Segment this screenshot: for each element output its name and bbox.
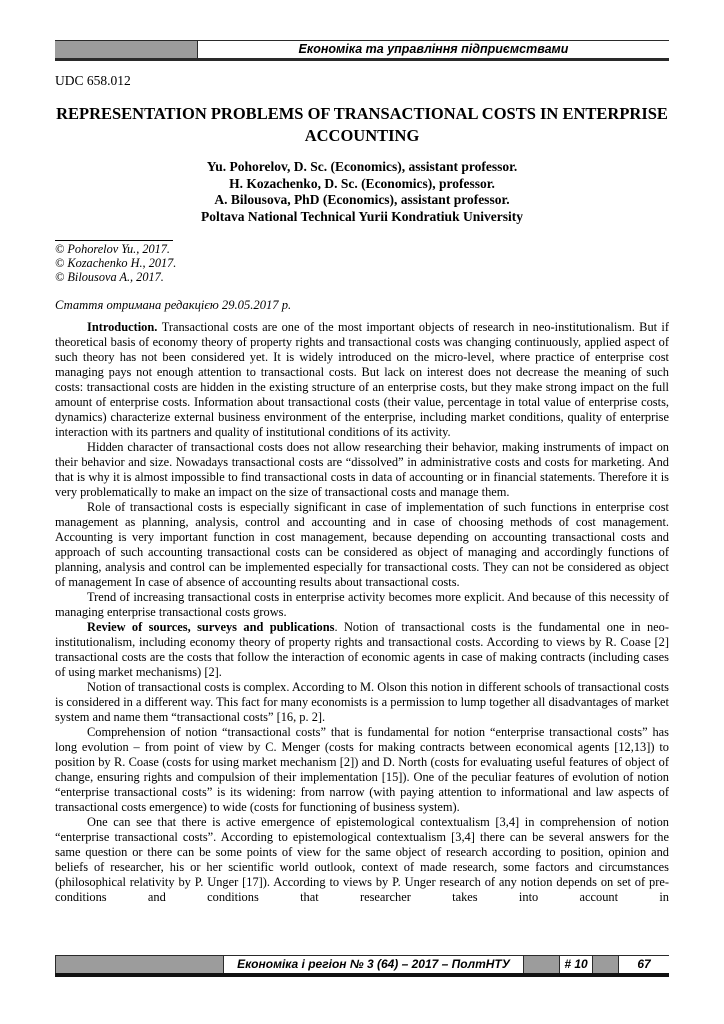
copyright-line: © Pohorelov Yu., 2017. [55, 242, 171, 256]
running-head [55, 40, 669, 61]
footer-gray-cell-left [55, 956, 224, 973]
footer-page-number: 67 [619, 956, 669, 973]
author-line: Yu. Pohorelov, D. Sc. (Economics), assistant professor. [206, 159, 518, 174]
paragraph-lead: Introduction. [87, 320, 162, 335]
footer-gray-cell-right [593, 956, 619, 973]
copyright-line: © Bilousova A., 2017. [55, 269, 164, 284]
body-paragraph: Review of sources, surveys and publications. Notion of transactional costs is the fundamental one in neo-institutionalism, including economy theory of property rights and transactional costs. According to views by R. Coase [2] transactional costs are the costs that follow the interaction of economic agents in case of making contracts (including cases of using market mechanisms) [2]. [55, 620, 670, 680]
article-title: REPRESENTATION PROBLEMS OF TRANSACTIONAL COSTS IN ENTERPRISE ACCOUNTING [56, 104, 668, 145]
footer-issue-number: # 10 [560, 956, 593, 973]
section-title: Економіка та управління підприємствами [298, 42, 569, 56]
authors-block [55, 159, 669, 225]
copyright-footnote-rule [55, 240, 173, 241]
body-paragraph: One can see that there is active emergence of epistemological contextualism [3,4] in comprehension of notion “enterprise transactional costs”. According to epistemological contextualism [3,4] there can be several answers for the same question or there can be some points of view for the same object of research according to position, opinion and beliefs of researcher, his or her scientific world outlook, context of made research, some factors and circumstances (philosophical relativity by P. Unger [17]). According to views by P. Unger research of any notion depends on set of pre-conditions and conditions that researcher takes into account in [55, 815, 669, 905]
body-paragraph: Trend of increasing transactional costs in enterprise activity becomes more explicit. And because of this necessity of managing enterprise transactional costs grows. [55, 590, 669, 620]
body-paragraph: Role of transactional costs is especially significant in case of implementation of such functions in enterprise cost management as planning, analysis, control and accounting and in case of choosing methods of cost management. Accounting is very important function in cost management, because depending on accounting transactional costs and approach of such accounting transactional costs can be considered as object of managing and accordingly functions of planning, analysis and control can be implemented especially for transactional costs. They can not be considered as object of management In case of absence of accounting results about transactional costs. [55, 500, 669, 590]
page-content [55, 40, 669, 905]
udc-code: UDC 658.012 [55, 73, 131, 88]
author-line: A. Bilousova, PhD (Economics), assistant professor. [214, 192, 510, 207]
body-paragraph: Notion of transactional costs is complex. According to M. Olson this notion in different schools of transactional costs is considered in a different way. This fact for many economists is a permission to lump together all disadvantages of market system and name them “transactional costs” [16, p. 2]. [55, 680, 669, 725]
article-body [55, 320, 669, 905]
author-line: Poltava National Technical Yurii Kondratiuk University [201, 208, 523, 224]
copyright-line: © Kozachenko H., 2017. [55, 255, 177, 270]
running-head-gray-cell [55, 41, 198, 58]
paragraph-lead: Review of sources, surveys and publications [87, 620, 335, 635]
body-paragraph: Introduction. Transactional costs are one of the most important objects of research in neo-institutionalism. But if theoretical basis of economy theory of property rights and transactional costs was changing continuously, applied aspect of such theory has not been considered yet. It is widely introduced on the micro-level, where practice of enterprise cost managing pays not enough attention to transactional costs. But lack on interest does not decrease the meaning of such costs: transactional costs are hidden in the existing structure of an enterprise costs, but they make strong impact on the full amount of enterprise costs. Information about transactional costs (their value, percentage in total value of enterprise costs, dynamics) characterize external business environment of the enterprise, including market conditions, quality of enterprise interaction with its partners and quality of institutional conditions of its activity. [55, 320, 669, 440]
running-foot [55, 955, 669, 977]
body-paragraph: Comprehension of notion “transactional costs” that is fundamental for notion “enterprise transactional costs” has long evolution – from point of view by C. Menger (costs for making contracts between economical agents [12,13]) to position by R. Coase (costs for using market mechanism [2]) and D. North (costs for evaluating useful features of object of change, ensuring rights and compulsion of their implementation [15]). One of the peculiar features of evolution of notion “enterprise transactional costs” is its widening: from narrow (with paying attention to informational and law aspects of transactional costs emergence) to wide (costs for functioning of business system). [55, 725, 669, 815]
footer-gray-cell-mid [524, 956, 560, 973]
copyright-block [55, 243, 669, 284]
received-note: Стаття отримана редакцією 29.05.2017 р. [55, 298, 292, 313]
author-line: H. Kozachenko, D. Sc. (Economics), professor. [229, 175, 495, 191]
body-paragraph: Hidden character of transactional costs does not allow researching their behavior, making instruments of impact on their behavior and size. Nowadays transactional costs are “dissolved” in administrative costs and costs for marketing. And that is why it is almost impossible to find transactional costs in data of accounting or in financial statements. Therefore it is very problematically to make an impact on the size of transactional costs and manage them. [55, 440, 669, 500]
footer-journal-title: Економіка і регіон № 3 (64) – 2017 – ПолтНТУ [224, 956, 524, 973]
